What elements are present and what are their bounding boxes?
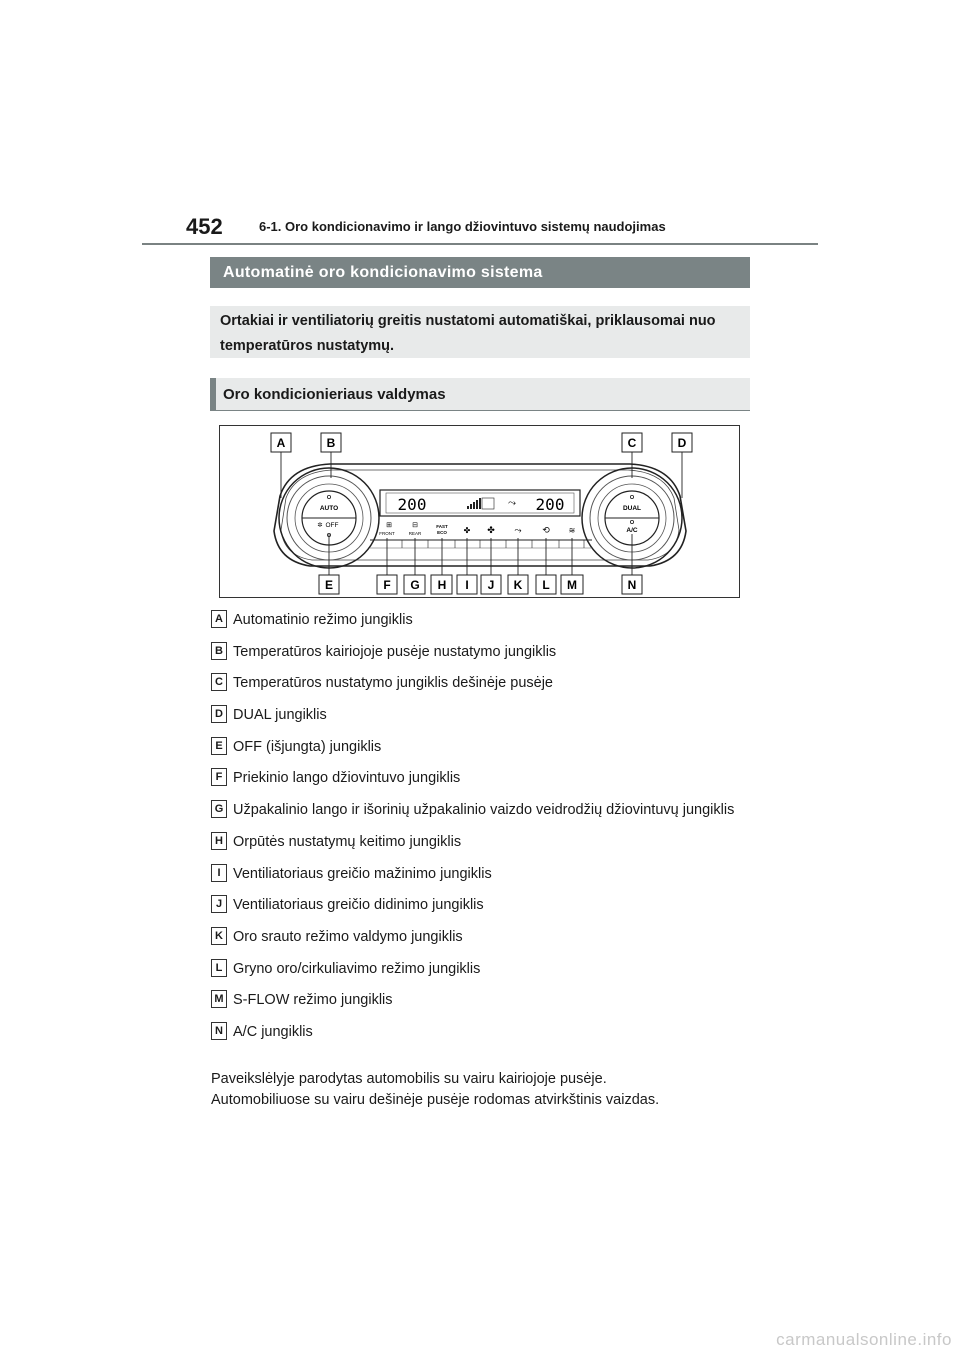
svg-text:C: C [627, 436, 637, 450]
fan-up-icon: ✤ [487, 525, 495, 535]
legend-badge: C [211, 673, 227, 691]
leader-lines [281, 452, 682, 575]
rear-defrost-icon: ⊟ [412, 522, 418, 529]
callout-labels [271, 433, 692, 594]
svg-text:K: K [513, 578, 523, 592]
callout-g [404, 575, 425, 594]
legend-text: Gryno oro/cirkuliavimo režimo jungiklis [233, 960, 481, 977]
legend-item-g [211, 799, 753, 821]
section-intro: Ortakiai ir ventiliatorių greitis nustatomi automatiškai, priklausomai nuo temperatūros nustatymų. [210, 306, 750, 358]
legend-badge: H [211, 832, 227, 850]
svg-text:M: M [567, 578, 577, 592]
legend-badge: A [211, 610, 227, 628]
front-label: FRONT [379, 531, 395, 536]
legend-item-m [211, 989, 751, 1011]
legend-badge: K [211, 927, 227, 945]
svg-text:D: D [677, 436, 687, 450]
right-temp-display: 200 [535, 495, 565, 514]
callout-e [319, 575, 339, 594]
legend-text: Automatinio režimo jungiklis [233, 612, 413, 628]
svg-text:G: G [410, 578, 420, 592]
svg-text:N: N [627, 578, 637, 592]
airflow-icon: ⤳ [508, 498, 516, 509]
legend-text: Temperatūros nustatymo jungiklis dešinėje pusėje [233, 675, 553, 692]
center-display [380, 490, 580, 516]
fast-label: FAST [436, 524, 448, 529]
legend-item-c [211, 672, 751, 694]
callout-i [457, 575, 477, 594]
legend-text: Priekinio lango džiovintuvo jungiklis [233, 770, 461, 787]
svg-text:I: I [465, 578, 469, 592]
legend-badge: B [211, 642, 227, 660]
ac-label: A/C [626, 527, 638, 534]
section-title: Automatinė oro kondicionavimo sistema [210, 257, 750, 288]
svg-text:H: H [437, 578, 447, 592]
footnote-line-2: Automobiliuose su vairu dešinėje pusėje rodomas atvirkštinis vaizdas. [211, 1092, 660, 1108]
legend-item-b [211, 641, 751, 663]
legend-badge: J [211, 895, 227, 913]
legend-badge: N [211, 1022, 227, 1040]
legend-text: S-FLOW režimo jungiklis [233, 992, 393, 1009]
fan-icon: ✲ [317, 522, 323, 529]
legend-item-l [211, 958, 751, 980]
legend-badge: I [211, 864, 227, 882]
callout-n [622, 575, 642, 594]
button-row [370, 522, 592, 548]
callout-m [561, 575, 583, 594]
climate-control-diagram [219, 425, 740, 598]
legend-badge: G [211, 800, 227, 818]
callout-a [271, 433, 291, 452]
legend-badge: M [211, 990, 227, 1008]
footnote [211, 1069, 771, 1111]
svg-text:E: E [324, 578, 334, 592]
callout-f [377, 575, 397, 594]
fan-speed-bars [467, 498, 494, 509]
legend-badge: E [211, 737, 227, 755]
legend-item-f [211, 767, 751, 789]
svg-text:A: A [276, 436, 286, 450]
page-number: 452 [186, 214, 223, 239]
legend-item-k [211, 926, 751, 948]
legend-text: Temperatūros kairiojoje pusėje nustatymo jungiklis [233, 643, 557, 660]
legend-badge: D [211, 705, 227, 723]
rear-label: REAR [408, 531, 422, 536]
s-flow-icon: ≋ [568, 526, 576, 535]
recirculation-icon: ⟲ [542, 525, 550, 535]
header-rule [142, 243, 818, 245]
callout-d [672, 433, 692, 452]
legend-badge: L [211, 959, 227, 977]
airflow-mode-icon: ⤳ [514, 525, 522, 535]
legend-item-e [211, 736, 751, 758]
front-defrost-icon: ⊞ [386, 522, 392, 529]
off-label: OFF [325, 522, 339, 529]
legend-text: Ventiliatoriaus greičio didinimo jungiklis [233, 897, 484, 914]
callout-j [481, 575, 501, 594]
legend-text: Oro srauto režimo valdymo jungiklis [233, 928, 463, 945]
dual-label: DUAL [622, 505, 642, 512]
legend-text: A/C jungiklis [233, 1023, 313, 1040]
legend-text: Orpūtės nustatymų keitimo jungiklis [233, 833, 462, 850]
svg-text:L: L [542, 578, 550, 592]
watermark: carmanualsonline.info [776, 1330, 952, 1349]
fan-down-icon: ✤ [463, 526, 471, 535]
svg-text:B: B [326, 436, 336, 450]
legend-text: DUAL jungiklis [233, 707, 327, 724]
legend-item-n [211, 1021, 751, 1043]
subsection-title: Oro kondicionieriaus valdymas [210, 378, 750, 411]
legend-text: OFF (išjungta) jungiklis [233, 738, 382, 755]
legend-item-i [211, 863, 751, 885]
legend-text: Ventiliatoriaus greičio mažinimo jungiklis [233, 865, 492, 882]
callout-b [321, 433, 341, 452]
chapter-title: 6-1. Oro kondicionavimo ir lango džiovintuvo sistemų naudojimas [259, 219, 666, 234]
auto-label: AUTO [319, 505, 339, 512]
legend-item-a [211, 609, 751, 631]
legend-list [211, 609, 751, 1053]
svg-text:J: J [487, 578, 495, 592]
callout-c [622, 433, 642, 452]
legend-item-h [211, 831, 751, 853]
legend-item-j [211, 894, 751, 916]
eco-label: ECO [437, 530, 447, 535]
svg-text:F: F [383, 578, 391, 592]
callout-k [508, 575, 528, 594]
legend-item-d [211, 704, 751, 726]
legend-badge: F [211, 768, 227, 786]
callout-h [431, 575, 452, 594]
legend-text: Užpakalinio lango ir išorinių užpakalinio vaizdo veidrodžių džiovintuvų jungiklis [233, 802, 735, 819]
footnote-line-1: Paveikslėlyje parodytas automobilis su vairu kairiojoje pusėje. [211, 1071, 607, 1087]
left-temp-display: 200 [397, 495, 427, 514]
callout-l [536, 575, 556, 594]
